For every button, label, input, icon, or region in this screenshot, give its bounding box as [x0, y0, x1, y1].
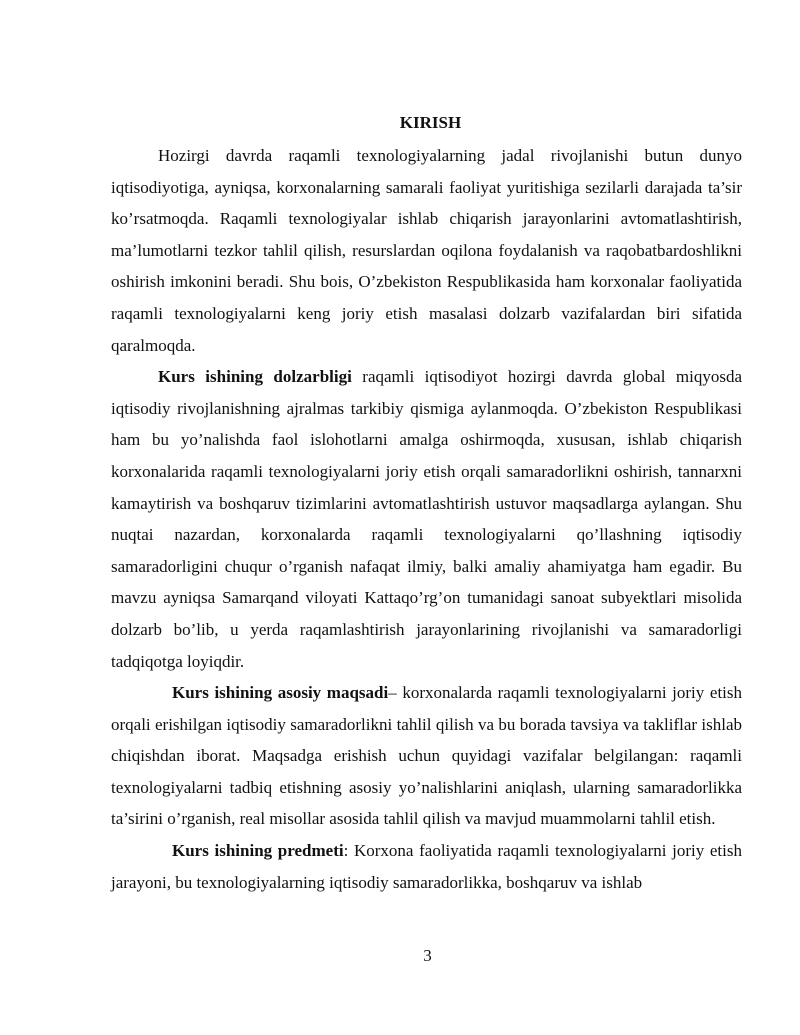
- relevance-paragraph: [111, 361, 742, 677]
- relevance-paragraph-text: raqamli iqtisodiyot hozirgi davrda global miqyosda iqtisodiy rivojlanishning ajralmas tarkibiy qismiga aylanmoqda. O’zbekiston Respublikasi ham bu yo’nalishda faol islohotlarni amalga oshirmoqda, xususan, ishlab chiqarish korxonalarida raqamli texnologiyalarni joriy etish orqali samaradorlikni oshirish, tannarxni kamaytirish va boshqaruv tizimlarini avtomatlashtirish ustuvor maqsadlarga aylangan. Shu nuqtai nazardan, korxonalarda raqamli texnologiyalarni qo’llashning iqtisodiy samaradorligini chuqur o’rganish nafaqat ilmiy, balki amaliy ahamiyatga ham egadir. Bu mavzu ayniqsa Samarqand viloyati Kattaqo’rg’on tumanidagi sanoat subyektlari misolida dolzarb bo’lib, u yerda raqamlashtirish jarayonlarining rivojlanishi va samaradorligi tadqiqotga loyiqdir.: [111, 367, 742, 671]
- goal-paragraph-text: – korxonalarda raqamli texnologiyalarni joriy etish orqali erishilgan iqtisodiy samaradorlikni tahlil qilish va bu borada tavsiya va takliflar ishlab chiqishdan iborat. Maqsadga erishish uchun quyidagi vazifalar belgilangan: raqamli texnologiyalarni tadbiq etishning asosiy yo’nalishlarini aniqlash, ularning samaradorlikka ta’sirini o’rganish, real misollar asosida tahlil qilish va mavjud muammolarni tahlil etish.: [111, 683, 743, 829]
- subject-paragraph-text: : Korxona faoliyatida raqamli texnologiyalarni joriy etish jarayoni, bu texnologiyalarning iqtisodiy samaradorlikka, boshqaruv va ishlab: [111, 841, 742, 892]
- page-body: [111, 110, 742, 898]
- section-heading: KIRISH: [399, 113, 462, 132]
- goal-lead: Kurs ishining asosiy maqsadi: [172, 683, 389, 703]
- relevance-lead: Kurs ishining dolzarbligi: [158, 367, 352, 387]
- intro-paragraph: [111, 140, 742, 361]
- goal-paragraph: [111, 677, 742, 835]
- subject-paragraph: [111, 835, 742, 898]
- page-number: 3: [423, 946, 432, 965]
- intro-paragraph-text: Hozirgi davrda raqamli texnologiyalarning jadal rivojlanishi butun dunyo iqtisodiyotiga, ayniqsa, korxonalarning samarali faoliyat yuritishiga sezilarli darajada ta’sir ko’rsatmoqda. Raqamli texnologiyalar ishlab chiqarish jarayonlarini avtomatlashtirish, ma’lumotlarni tezkor tahlil qilish, resurslardan oqilona foydalanish va raqobatbardoshlikni oshirish imkonini beradi. Shu bois, O’zbekiston Respublikasida ham korxonalar faoliyatida raqamli texnologiyalarni keng joriy etish masalasi dolzarb vazifalardan biri sifatida qaralmoqda.: [111, 146, 742, 355]
- subject-lead: Kurs ishining predmeti: [172, 841, 344, 861]
